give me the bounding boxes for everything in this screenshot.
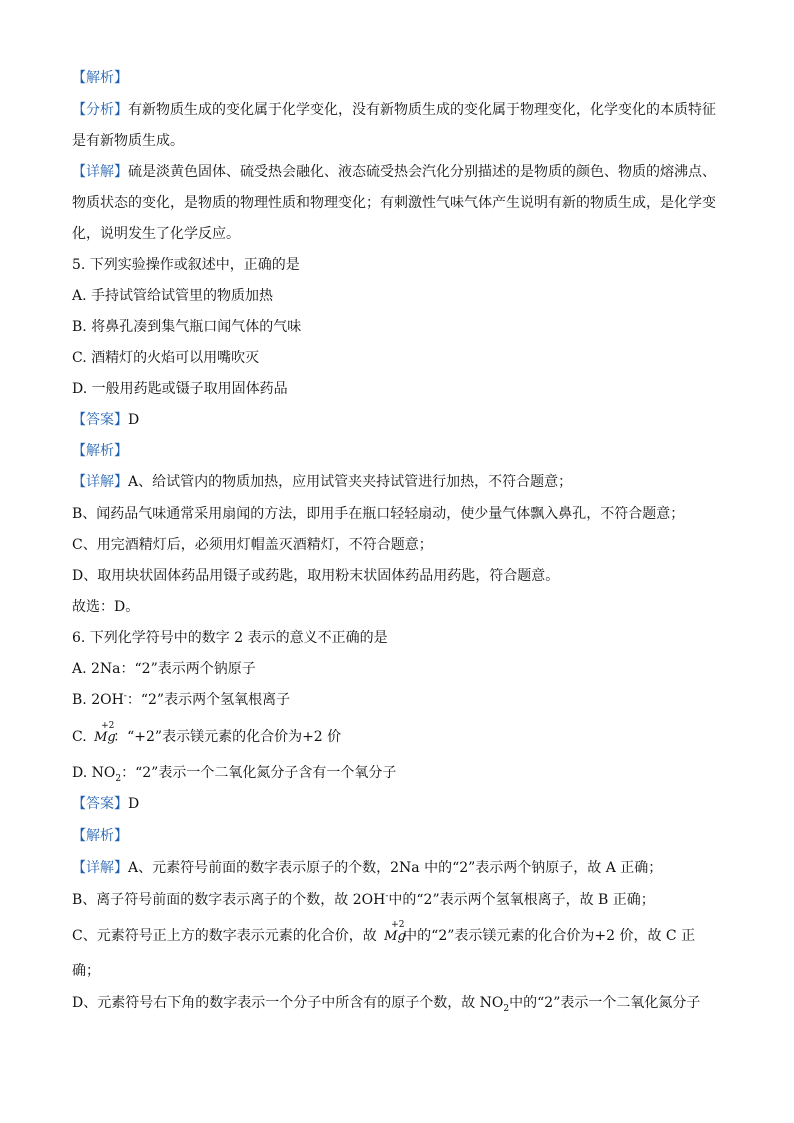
choice-text: 故选：D。: [72, 599, 140, 615]
detail-tag-3: 【详解】: [72, 860, 128, 876]
q6-option-b-pre: B. 2OH: [72, 692, 124, 708]
q6-detail-c-cont: 确；: [72, 963, 100, 979]
option-a-text: A. 手持试管给试管里的物质加热: [72, 288, 274, 304]
line-analysis-header-1: [72, 68, 732, 88]
question-6-detail-d: [72, 993, 732, 1013]
q6-detail-d-post: 中的“2”表示一个二氧化氮分子: [509, 995, 701, 1011]
detail-d-text: D、取用块状固体药品用镊子或药匙，取用粉末状固体药品用药匙，符合题意。: [72, 568, 560, 584]
question-6-option-a: [72, 659, 732, 679]
question-6-detail-c-cont: [72, 961, 732, 981]
question-5-answer: [72, 410, 732, 430]
fenxi-text: 有新物质生成的变化属于化学变化，没有新物质生成的变化属于物理变化，化学变化的本质特征: [128, 102, 716, 118]
detail-text-2: 物质状态的变化，是物质的物理性质和物理变化；有刺激性气味气体产生说明有新的物质生成，是化学变: [72, 195, 716, 211]
q6-option-c-post: ：“+2”表示镁元素的化合价为+2 价: [113, 729, 342, 745]
q6-detail-d-pre: D、元素符号右下角的数字表示一个分子中所含有的原子个数，故 NO: [72, 995, 504, 1011]
question-5-option-b: [72, 317, 732, 337]
answer-tag-2: 【答案】: [72, 796, 128, 812]
q6-detail-b-sup: -: [385, 891, 389, 902]
question-5-text: 5. 下列实验操作或叙述中，正确的是: [72, 257, 300, 273]
question-6-detail-b: [72, 890, 732, 910]
question-6-detail-a: [72, 858, 732, 878]
question-6-answer: [72, 794, 732, 814]
line-detail-2: [72, 193, 732, 213]
fenxi-text-cont: 是有新物质生成。: [72, 133, 184, 149]
line-detail-1: [72, 162, 732, 182]
detail-tag-2: 【详解】: [72, 474, 128, 490]
answer-text: D: [128, 412, 140, 428]
question-5-option-d: [72, 379, 732, 399]
question-6-analysis-header: [72, 826, 732, 846]
q6-detail-b-pre: B、离子符号前面的数字表示离子的个数，故 2OH: [72, 892, 386, 908]
answer-tag: 【答案】: [72, 412, 128, 428]
line-analysis-text-cont: [72, 131, 732, 151]
question-5-stem: [72, 255, 732, 275]
option-c-text: C. 酒精灯的火焰可以用嘴吹灭: [72, 350, 260, 366]
detail-tag: 【详解】: [72, 164, 128, 180]
line-analysis-text: [72, 100, 732, 120]
q6-detail-c-post: 中的“2”表示镁元素的化合价为+2 价，故 C 正: [403, 928, 696, 944]
question-5-detail-c: [72, 535, 732, 555]
question-5-detail-b: [72, 504, 732, 524]
question-6-stem: [72, 628, 732, 648]
q6-option-b-post: ：“2”表示两个氢氧根离子: [126, 692, 291, 708]
mg-valence-number: +2: [101, 721, 115, 731]
q6-detail-a-text: A、元素符号前面的数字表示原子的个数，2Na 中的“2”表示两个钠原子，故 A 正确；: [128, 860, 663, 876]
question-5-detail-a: [72, 472, 732, 492]
question-6-text: 6. 下列化学符号中的数字 2 表示的意义不正确的是: [72, 630, 388, 646]
mg-element-symbol-2: Mg: [384, 929, 406, 944]
analysis-tag-3: 【解析】: [72, 828, 128, 844]
option-d-text: D. 一般用药匙或镊子取用固体药品: [72, 381, 288, 397]
q6-option-d-pre: D. NO: [72, 765, 116, 781]
option-b-text: B. 将鼻孔凑到集气瓶口闻气体的气味: [72, 319, 302, 335]
question-6-option-d: [72, 763, 732, 783]
detail-a-text: A、给试管内的物质加热，应用试管夹夹持试管进行加热，不符合题意；: [128, 474, 573, 490]
question-5-choice: [72, 597, 732, 617]
answer-text-2: D: [128, 796, 140, 812]
q6-detail-b-post: 中的“2”表示两个氢氧根离子，故 B 正确；: [388, 892, 655, 908]
mg-valence-symbol-2: [383, 920, 406, 946]
q6-option-d-sub: 2: [115, 773, 122, 784]
detail-text-3: 化，说明发生了化学反应。: [72, 226, 240, 242]
mg-valence-number-2: +2: [391, 920, 405, 930]
detail-text: 硫是淡黄色固体、硫受热会融化、液态硫受热会汽化分别描述的是物质的颜色、物质的熔沸点、: [128, 164, 716, 180]
q6-option-b-sup: -: [123, 691, 127, 702]
question-5-option-c: [72, 348, 732, 368]
question-5-detail-d: [72, 566, 732, 586]
question-5-option-a: [72, 286, 732, 306]
detail-b-text: B、闻药品气味通常采用扇闻的方法，即用手在瓶口轻轻扇动，使少量气体飘入鼻孔，不符合题意；: [72, 506, 685, 522]
question-6-option-c: [72, 721, 732, 747]
q6-option-c-pre: C.: [72, 729, 87, 745]
question-5-analysis-header: [72, 441, 732, 461]
analysis-tag: 【解析】: [72, 70, 128, 86]
q6-detail-c-pre: C、元素符号正上方的数字表示元素的化合价，故: [72, 928, 377, 944]
question-6-option-b: [72, 690, 732, 710]
fenxi-tag: 【分析】: [72, 102, 128, 118]
detail-c-text: C、用完酒精灯后，必须用灯帽盖灭酒精灯，不符合题意；: [72, 537, 433, 553]
question-6-detail-c: [72, 920, 732, 946]
q6-detail-d-sub: 2: [503, 1003, 510, 1014]
q6-option-a-text: A. 2Na：“2”表示两个钠原子: [72, 661, 256, 677]
mg-element-symbol: Mg: [94, 730, 116, 745]
q6-option-d-post: ：“2”表示一个二氧化氮分子含有一个氧分子: [121, 765, 397, 781]
mg-valence-symbol: [93, 721, 116, 747]
analysis-tag-2: 【解析】: [72, 443, 128, 459]
line-detail-3: [72, 224, 732, 244]
